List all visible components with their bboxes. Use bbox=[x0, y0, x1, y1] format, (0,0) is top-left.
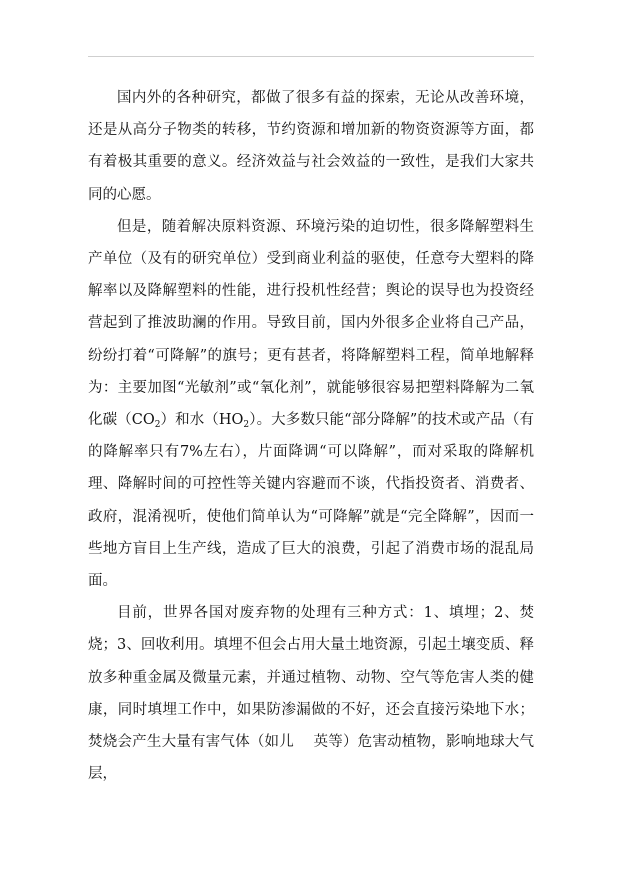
text-run: ）和水（HO bbox=[160, 412, 244, 429]
header-divider bbox=[88, 56, 534, 57]
subscript: 2 bbox=[243, 420, 250, 431]
text-run: 但是，随着解决原料资源、环境污染的迫切性，很多降解塑料生产单位（及有的研究单位）受到商业利益的驱使，任意夸大塑料的降解率以及降解塑料的性能，进行投机性经营；舆论的误导也为投资经营起到了推波助澜的作用。导致目前，国内外很多企业将自己产品，纷纷打着“可降解”的旗号；更有甚者，将降解塑料工程，简单地解释为：主要加图“光敏剂”或“氧化剂”，就能够很容易把塑料降解为二氧化碳（CO bbox=[88, 218, 534, 429]
document-body bbox=[88, 82, 534, 790]
subscript: 2 bbox=[154, 420, 161, 431]
text-run: ）。大多数只能“部分降解”的技术或产品（有的降解率只有7%左右），片面降调“可以降解”，而对采取的降解机理、降解时间的可控性等关键内容避而不谈，代指投资者、消费者、政府，混淆视听，使他们简单认为“可降解”就是“完全降解”，因而一些地方盲目上生产线，造成了巨大的浪费，引起了消费市场的混乱局面。 bbox=[88, 412, 534, 590]
text-run: 目前，世界各国对废弃物的处理有三种方式：1、填埋；2、焚烧；3、回收利用。填埋不但会占用大量土地资源，引起土壤变质、释放多种重金属及微量元素，并通过植物、动物、空气等危害人类的健康，同时填埋工作中，如果防渗漏做的不好，还会直接污染地下水；焚烧会产生大量有害气体（如儿 英等）危害动植物，影响地球大气层， bbox=[88, 605, 534, 783]
paragraph-2 bbox=[88, 211, 534, 597]
paragraph-3 bbox=[88, 597, 534, 790]
text-run: 国内外的各种研究，都做了很多有益的探索，无论从改善环境，还是从高分子物类的转移，节约资源和增加新的物资资源等方面，都有着极其重要的意义。经济效益与社会效益的一致性，是我们大家共同的心愿。 bbox=[88, 90, 534, 203]
paragraph-1 bbox=[88, 82, 534, 211]
